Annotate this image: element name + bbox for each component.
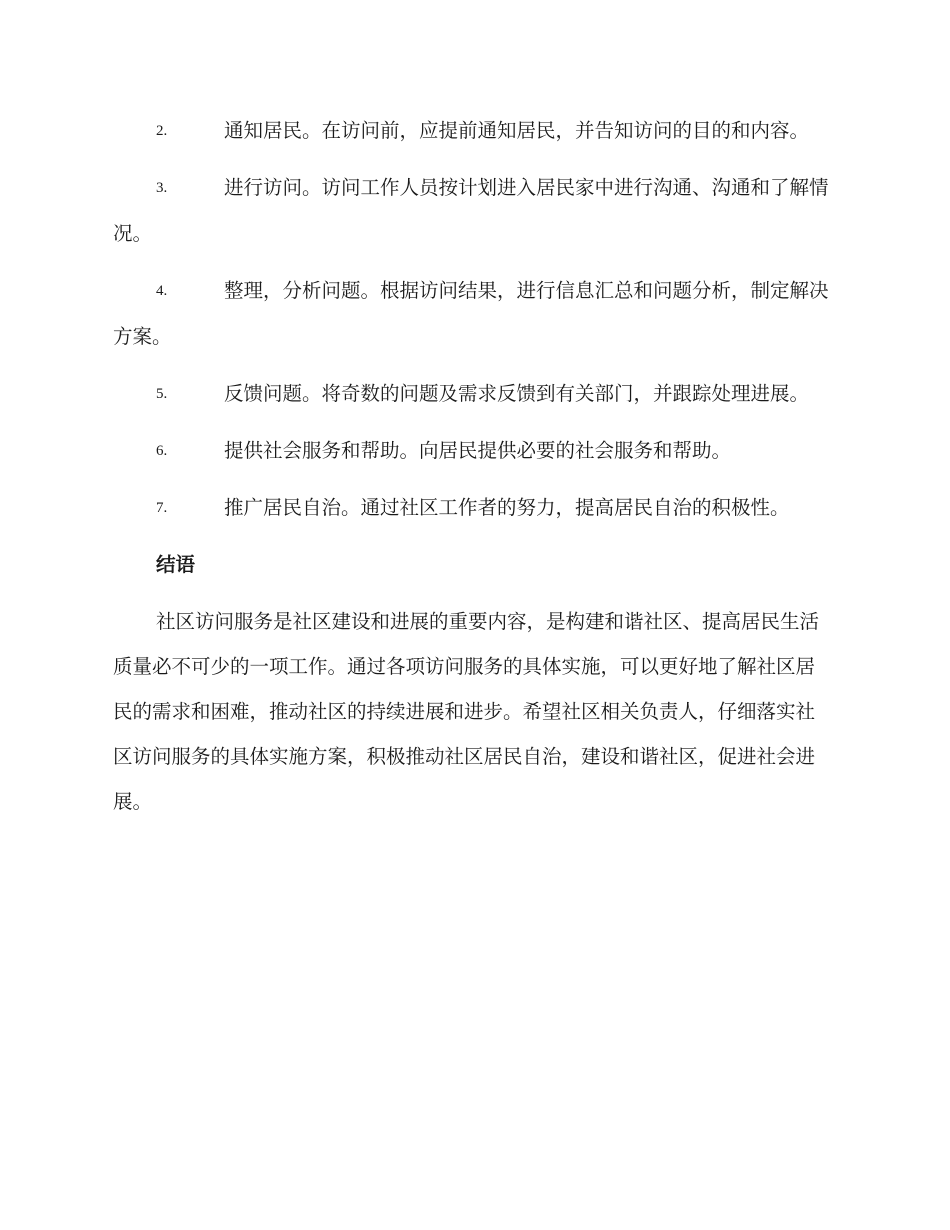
document-page [113, 108, 833, 824]
list-item [113, 485, 833, 531]
list-number: 4. [156, 283, 168, 299]
list-item-text: 反馈问题。将奇数的问题及需求反馈到有关部门，并跟踪处理进展。 [224, 382, 810, 405]
list-item [113, 371, 833, 417]
list-number: 7. [156, 500, 168, 516]
list-number: 2. [156, 123, 168, 139]
numbered-list [113, 108, 833, 531]
list-item-text: 进行访问。访问工作人员按计划进入居民家中进行沟通、沟通和了解情况。 [113, 176, 829, 245]
list-item-text: 整理，分析问题。根据访问结果，进行信息汇总和问题分析，制定解决方案。 [113, 279, 829, 348]
conclusion-paragraph: 社区访问服务是社区建设和进展的重要内容，是构建和谐社区、提高居民生活质量必不可少的一项工作。通过各项访问服务的具体实施，可以更好地了解社区居民的需求和困难，推动社区的持续进展和进步。希望社区相关负责人，仔细落实社区访问服务的具体实施方案，积极推动社区居民自治，建设和谐社区，促进社会进展。 [113, 610, 820, 813]
list-number: 5. [156, 386, 168, 402]
list-number: 6. [156, 443, 168, 459]
list-number: 3. [156, 180, 168, 196]
list-item [113, 268, 833, 360]
list-item-text: 提供社会服务和帮助。向居民提供必要的社会服务和帮助。 [224, 439, 732, 462]
list-item [113, 165, 833, 257]
list-item-text: 通知居民。在访问前，应提前通知居民，并告知访问的目的和内容。 [224, 119, 810, 142]
list-item [113, 108, 833, 154]
list-item-text: 推广居民自治。通过社区工作者的努力，提高居民自治的积极性。 [224, 496, 790, 519]
conclusion-heading: 结语 [156, 553, 196, 576]
list-item [113, 428, 833, 474]
